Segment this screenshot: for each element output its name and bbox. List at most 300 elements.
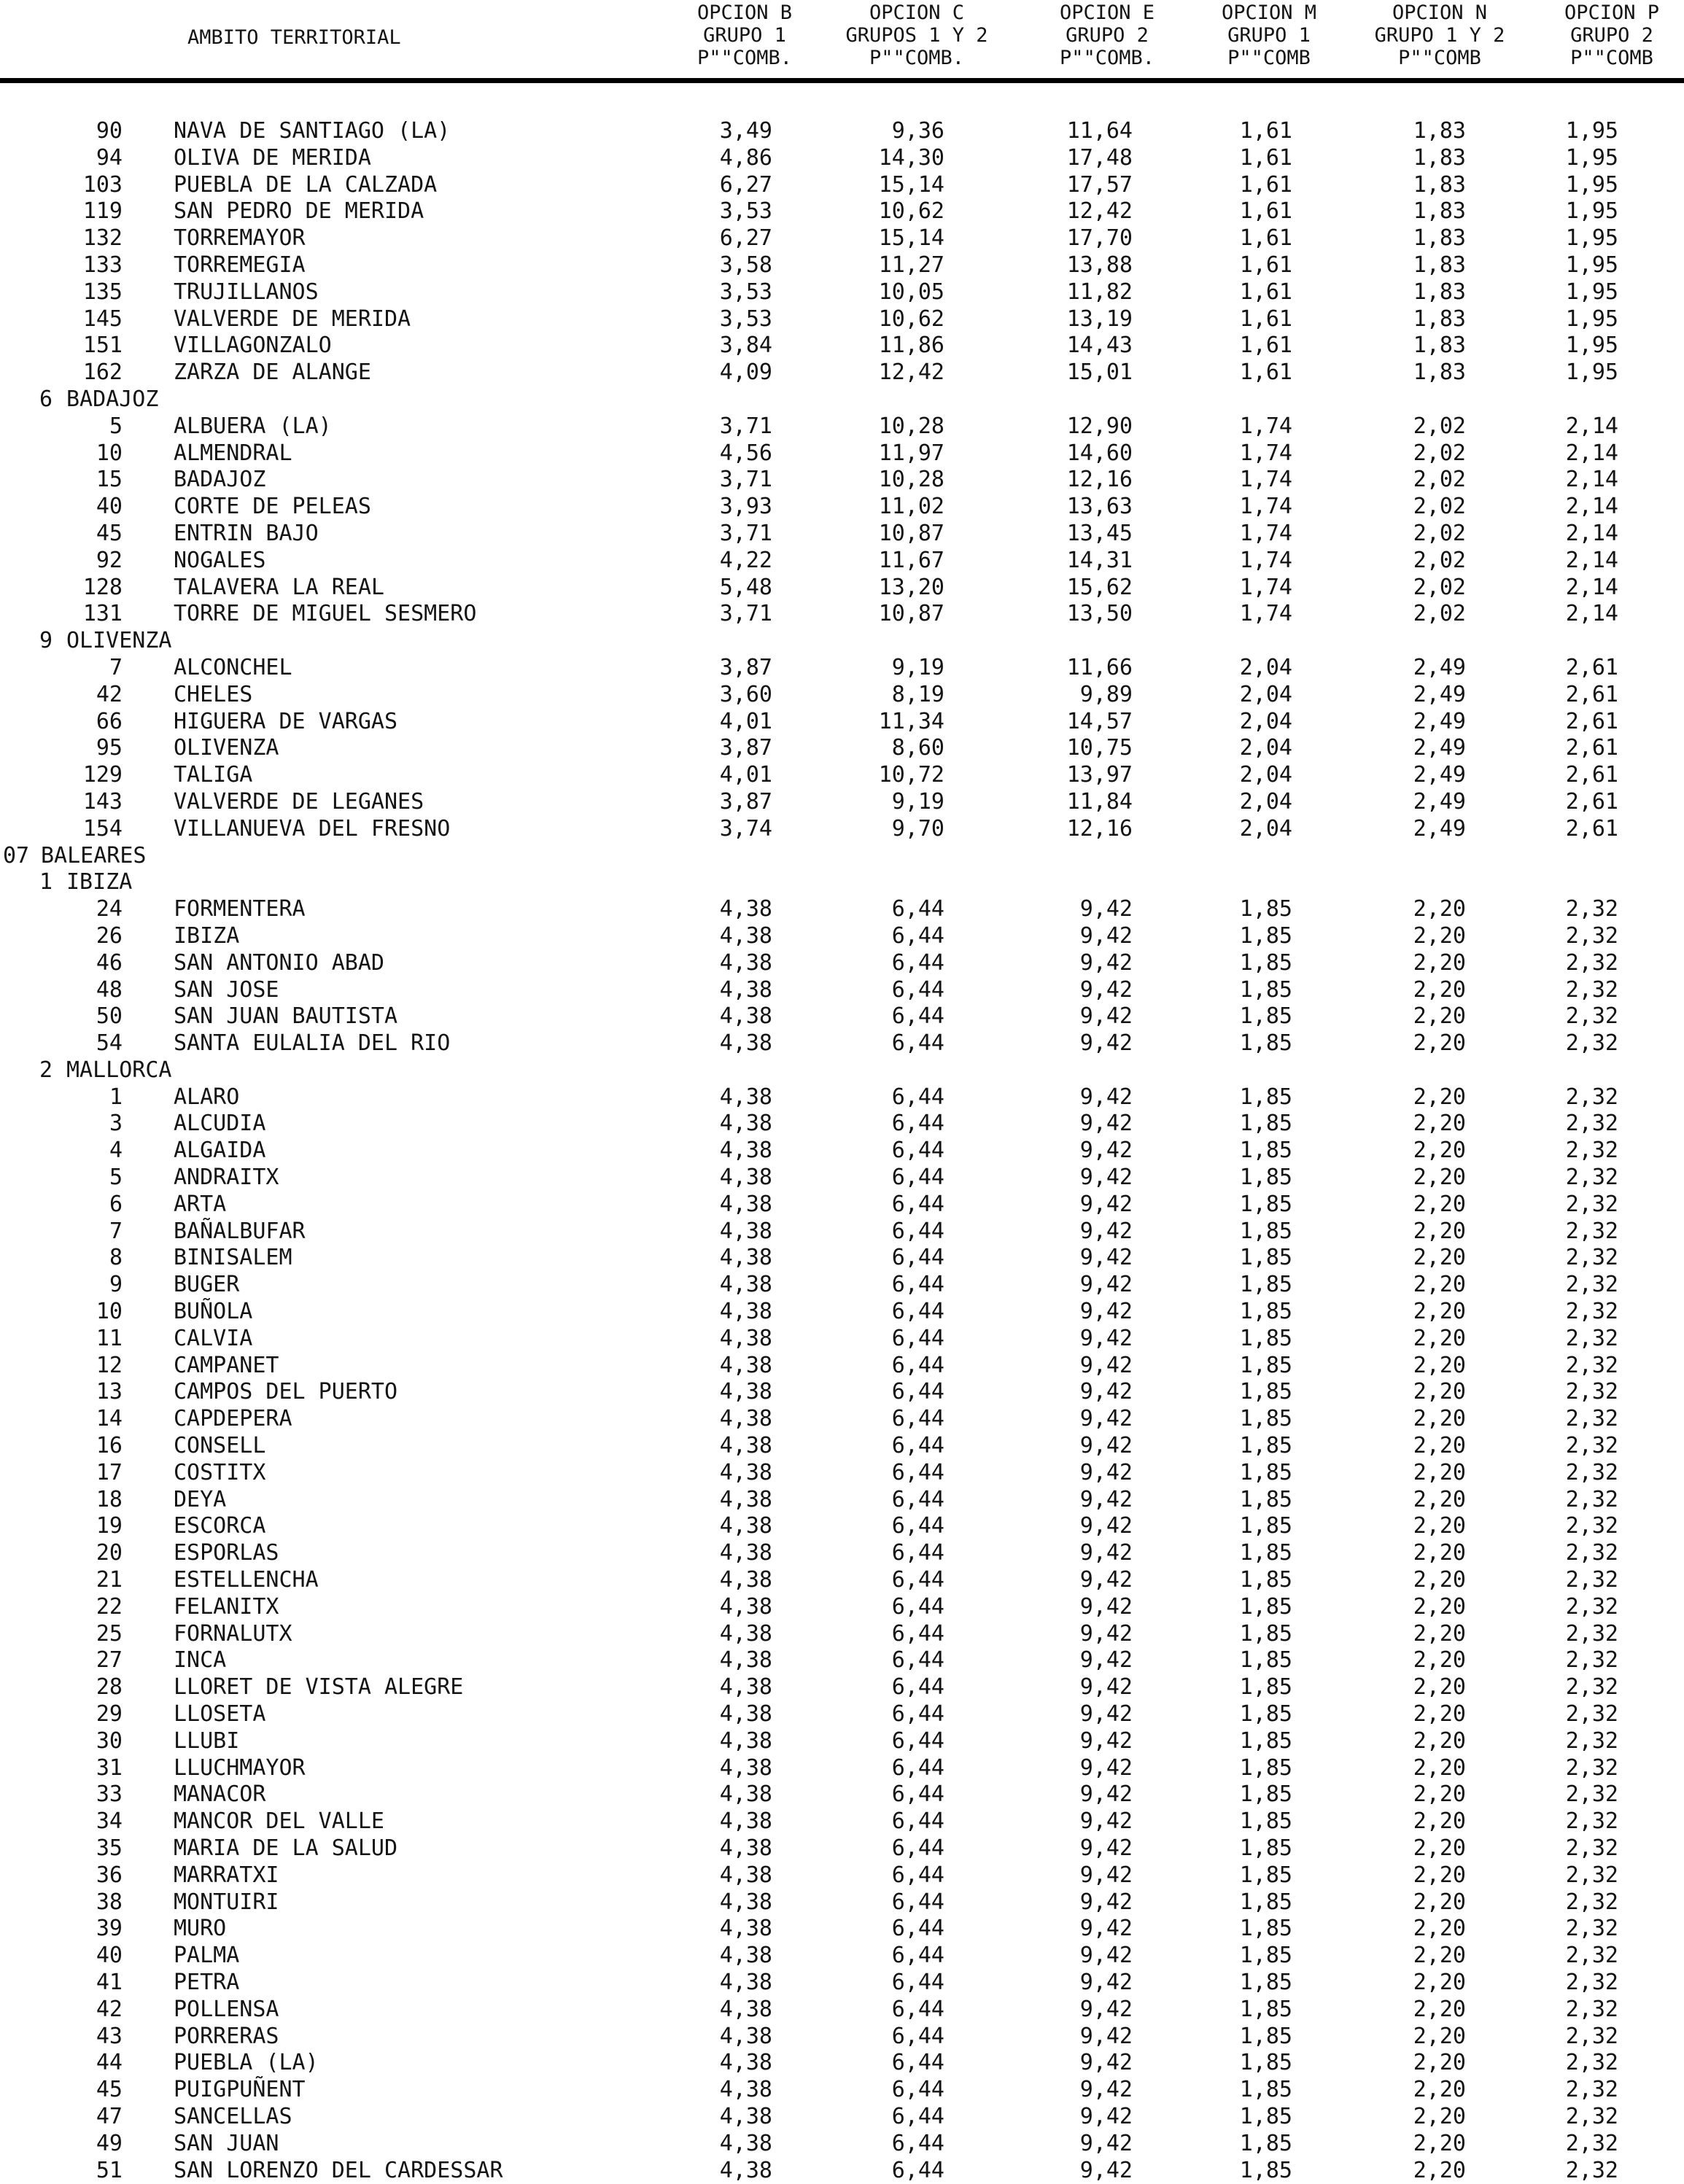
value-cell: 6,44: [891, 1111, 944, 1137]
territory-name: CAPDEPERA: [174, 1406, 292, 1432]
row-number: 25: [96, 1620, 123, 1647]
row-number: 30: [96, 1728, 123, 1754]
value-cell: 4,38: [719, 1459, 772, 1485]
row-number: 38: [96, 1889, 123, 1915]
value-cell: 2,32: [1565, 1916, 1618, 1942]
row-number: 33: [96, 1781, 123, 1808]
territory-name: IBIZA: [66, 869, 133, 895]
territory-name: HIGUERA DE VARGAS: [174, 708, 398, 734]
value-cell: 1,83: [1413, 171, 1466, 198]
column-header-line1: OPCION C: [869, 1, 965, 24]
value-cell: 11,02: [878, 494, 944, 520]
value-cell: 2,49: [1413, 815, 1466, 842]
table-header: [0, 0, 1684, 83]
row-number: 49: [96, 2130, 123, 2156]
table-row: [0, 1326, 1684, 1353]
value-cell: 2,04: [1239, 735, 1292, 761]
row-number: 48: [96, 976, 123, 1003]
value-cell: 1,61: [1239, 333, 1292, 359]
row-number: 35: [96, 1835, 123, 1861]
value-cell: 9,42: [1079, 2050, 1133, 2076]
column-header-line3: P""COMB.: [869, 47, 965, 69]
table-row: [0, 1701, 1684, 1728]
value-cell: 1,85: [1239, 2103, 1292, 2129]
column-header-line1: OPCION M: [1221, 1, 1317, 24]
value-cell: 4,38: [719, 1272, 772, 1298]
territory-name: SANCELLAS: [174, 2103, 292, 2129]
value-cell: 9,19: [891, 654, 944, 680]
row-number: 154: [82, 815, 123, 842]
value-cell: 2,32: [1565, 1781, 1618, 1808]
table-row: [0, 1862, 1684, 1889]
value-cell: 2,20: [1413, 2023, 1466, 2049]
column-header-option: [697, 1, 792, 69]
row-number: 131: [82, 601, 123, 627]
value-cell: 2,20: [1413, 1593, 1466, 1620]
value-cell: 1,85: [1239, 1459, 1292, 1485]
value-cell: 1,61: [1239, 171, 1292, 198]
table-row: [0, 548, 1684, 575]
value-cell: 14,31: [1066, 547, 1133, 573]
value-cell: 11,84: [1066, 788, 1133, 815]
table-row: [0, 950, 1684, 977]
territory-name: SAN PEDRO DE MERIDA: [174, 198, 424, 225]
value-cell: 2,32: [1565, 1754, 1618, 1781]
row-number: 6: [39, 386, 53, 412]
column-header-line1: OPCION N: [1392, 1, 1488, 24]
value-cell: 2,20: [1413, 1433, 1466, 1459]
table-row: [0, 306, 1684, 333]
value-cell: 13,50: [1066, 601, 1133, 627]
value-cell: 1,85: [1239, 1245, 1292, 1271]
value-cell: 2,32: [1565, 1540, 1618, 1566]
column-header-option: [1222, 1, 1316, 69]
value-cell: 2,32: [1565, 1674, 1618, 1701]
value-cell: 1,85: [1239, 1754, 1292, 1781]
value-cell: 2,61: [1565, 735, 1618, 761]
table-row: [0, 1567, 1684, 1594]
territory-name: SAN JOSE: [174, 976, 279, 1003]
row-number: 13: [96, 1379, 123, 1405]
value-cell: 2,20: [1413, 2130, 1466, 2156]
value-cell: 4,38: [719, 1003, 772, 1030]
value-cell: 2,32: [1565, 1728, 1618, 1754]
value-cell: 1,85: [1239, 1111, 1292, 1137]
value-cell: 4,38: [719, 1754, 772, 1781]
value-cell: 4,38: [719, 1862, 772, 1888]
territory-name: ALCUDIA: [174, 1111, 266, 1137]
value-cell: 1,83: [1413, 333, 1466, 359]
value-cell: 3,71: [719, 601, 772, 627]
value-cell: 2,20: [1413, 1486, 1466, 1512]
table-row: [0, 1138, 1684, 1165]
value-cell: 2,32: [1565, 1218, 1618, 1244]
table-row: [0, 1621, 1684, 1648]
value-cell: 6,44: [891, 1433, 944, 1459]
value-cell: 4,38: [719, 1138, 772, 1164]
table-row: [0, 1433, 1684, 1460]
value-cell: 2,20: [1413, 1513, 1466, 1539]
value-cell: 4,38: [719, 1486, 772, 1512]
value-cell: 4,38: [719, 1191, 772, 1217]
value-cell: 10,87: [878, 601, 944, 627]
territory-name: FORNALUTX: [174, 1620, 292, 1647]
value-cell: 9,42: [1079, 922, 1133, 949]
row-number: 5: [109, 413, 123, 439]
value-cell: 2,20: [1413, 2077, 1466, 2103]
value-cell: 8,60: [891, 735, 944, 761]
value-cell: 2,20: [1413, 1728, 1466, 1754]
value-cell: 1,61: [1239, 225, 1292, 252]
column-header-option: [1375, 1, 1505, 69]
value-cell: 9,42: [1079, 2103, 1133, 2129]
value-cell: 2,14: [1565, 494, 1618, 520]
territory-name: MONTUIRI: [174, 1889, 279, 1915]
value-cell: 2,32: [1565, 1701, 1618, 1728]
value-cell: 9,42: [1079, 1647, 1133, 1674]
territory-name: PUIGPUÑENT: [174, 2077, 306, 2103]
table-row: [0, 279, 1684, 306]
value-cell: 2,32: [1565, 1835, 1618, 1861]
column-header-line2: GRUPO 1 Y 2: [1374, 24, 1505, 47]
value-cell: 4,38: [719, 1620, 772, 1647]
value-cell: 10,72: [878, 762, 944, 788]
value-cell: 14,60: [1066, 440, 1133, 466]
value-cell: 6,44: [891, 1513, 944, 1539]
value-cell: 1,85: [1239, 1728, 1292, 1754]
territory-name: SAN JUAN BAUTISTA: [174, 1003, 398, 1030]
table-row: [0, 225, 1684, 252]
territory-name: TALIGA: [174, 762, 253, 788]
value-cell: 4,38: [719, 1943, 772, 1969]
value-cell: 1,83: [1413, 198, 1466, 225]
value-cell: 2,61: [1565, 788, 1618, 815]
value-cell: 9,42: [1079, 1728, 1133, 1754]
value-cell: 1,85: [1239, 1701, 1292, 1728]
value-cell: 4,38: [719, 949, 772, 976]
territory-name: SAN LORENZO DEL CARDESSAR: [174, 2157, 503, 2183]
row-number: 21: [96, 1567, 123, 1593]
value-cell: 9,42: [1079, 1352, 1133, 1378]
territory-name: TALAVERA LA REAL: [174, 574, 384, 600]
value-cell: 2,20: [1413, 1030, 1466, 1057]
table-row: [0, 2077, 1684, 2104]
value-cell: 9,42: [1079, 1433, 1133, 1459]
value-cell: 9,42: [1079, 1406, 1133, 1432]
value-cell: 2,20: [1413, 2050, 1466, 2076]
value-cell: 2,32: [1565, 1943, 1618, 1969]
value-cell: 2,20: [1413, 949, 1466, 976]
row-number: 34: [96, 1808, 123, 1835]
value-cell: 6,44: [891, 1889, 944, 1915]
value-cell: 2,32: [1565, 2023, 1618, 2049]
territory-name: VALVERDE DE LEGANES: [174, 788, 424, 815]
table-row: [0, 1165, 1684, 1192]
value-cell: 9,89: [1079, 681, 1133, 707]
value-cell: 4,38: [719, 1325, 772, 1351]
table-row: [0, 118, 1684, 145]
value-cell: 14,30: [878, 144, 944, 171]
value-cell: 3,53: [719, 306, 772, 332]
value-cell: 13,63: [1066, 494, 1133, 520]
value-cell: 3,49: [719, 118, 772, 144]
table-row: [0, 1674, 1684, 1701]
value-cell: 2,32: [1565, 1030, 1618, 1057]
value-cell: 4,38: [719, 2103, 772, 2129]
value-cell: 4,38: [719, 1406, 772, 1432]
value-cell: 2,20: [1413, 1701, 1466, 1728]
value-cell: 9,42: [1079, 1567, 1133, 1593]
table-row: [0, 1540, 1684, 1567]
row-number: 135: [82, 279, 123, 305]
value-cell: 2,04: [1239, 654, 1292, 680]
value-cell: 15,14: [878, 225, 944, 252]
value-cell: 12,16: [1066, 467, 1133, 493]
value-cell: 4,38: [719, 1030, 772, 1057]
value-cell: 13,45: [1066, 520, 1133, 546]
value-cell: 9,42: [1079, 1379, 1133, 1405]
value-cell: 6,44: [891, 922, 944, 949]
value-cell: 2,02: [1413, 440, 1466, 466]
value-cell: 9,42: [1079, 1969, 1133, 1995]
table-row: [0, 1513, 1684, 1540]
value-cell: 2,20: [1413, 1406, 1466, 1432]
row-number: 129: [82, 762, 123, 788]
value-cell: 6,44: [891, 896, 944, 922]
table-row: [0, 2158, 1684, 2184]
column-header-option: [1564, 1, 1659, 69]
value-cell: 6,44: [891, 1754, 944, 1781]
value-cell: 6,27: [719, 171, 772, 198]
value-cell: 2,61: [1565, 708, 1618, 734]
value-cell: 2,20: [1413, 1808, 1466, 1835]
value-cell: 2,61: [1565, 815, 1618, 842]
table-row: [0, 1219, 1684, 1245]
value-cell: 2,20: [1413, 1084, 1466, 1110]
value-cell: 1,61: [1239, 306, 1292, 332]
value-cell: 3,53: [719, 279, 772, 305]
value-cell: 6,44: [891, 976, 944, 1003]
value-cell: 2,32: [1565, 1459, 1618, 1485]
value-cell: 4,38: [719, 2023, 772, 2049]
value-cell: 2,32: [1565, 1299, 1618, 1325]
value-cell: 6,44: [891, 1165, 944, 1191]
value-cell: 2,20: [1413, 1299, 1466, 1325]
value-cell: 2,49: [1413, 788, 1466, 815]
value-cell: 9,42: [1079, 1808, 1133, 1835]
value-cell: 9,42: [1079, 1138, 1133, 1164]
table-row: [0, 1299, 1684, 1326]
value-cell: 11,67: [878, 547, 944, 573]
value-cell: 9,42: [1079, 896, 1133, 922]
value-cell: 10,62: [878, 306, 944, 332]
value-cell: 6,44: [891, 1218, 944, 1244]
table-row: [0, 1379, 1684, 1406]
value-cell: 2,61: [1565, 762, 1618, 788]
value-cell: 1,61: [1239, 360, 1292, 386]
value-cell: 9,42: [1079, 1620, 1133, 1647]
value-cell: 2,14: [1565, 574, 1618, 600]
column-header-line3: P""COMB: [1227, 47, 1311, 69]
value-cell: 6,44: [891, 2157, 944, 2183]
territory-name: MANCOR DEL VALLE: [174, 1808, 384, 1835]
value-cell: 2,32: [1565, 1352, 1618, 1378]
row-number: 15: [96, 467, 123, 493]
territory-name: LLUCHMAYOR: [174, 1754, 306, 1781]
territory-name: OLIVENZA: [66, 628, 172, 654]
row-number: 151: [82, 333, 123, 359]
column-header-option: [1060, 1, 1155, 69]
table-row: [0, 709, 1684, 736]
value-cell: 1,85: [1239, 2050, 1292, 2076]
value-cell: 6,44: [891, 1245, 944, 1271]
value-cell: 4,38: [719, 1728, 772, 1754]
table-row: [0, 198, 1684, 225]
territory-name: DEYA: [174, 1486, 227, 1512]
value-cell: 2,49: [1413, 708, 1466, 734]
value-cell: 2,20: [1413, 1862, 1466, 1888]
value-cell: 1,85: [1239, 1513, 1292, 1539]
table-row: [0, 494, 1684, 521]
row-number: 28: [96, 1674, 123, 1701]
value-cell: 4,01: [719, 708, 772, 734]
value-cell: 6,44: [891, 1567, 944, 1593]
value-cell: 3,74: [719, 815, 772, 842]
value-cell: 1,83: [1413, 225, 1466, 252]
value-cell: 10,62: [878, 198, 944, 225]
value-cell: 2,02: [1413, 413, 1466, 439]
table-row: [0, 1272, 1684, 1299]
value-cell: 2,14: [1565, 601, 1618, 627]
value-cell: 12,90: [1066, 413, 1133, 439]
column-header-line1: OPCION P: [1564, 1, 1660, 24]
value-cell: 2,20: [1413, 1352, 1466, 1378]
value-cell: 11,82: [1066, 279, 1133, 305]
value-cell: 2,32: [1565, 976, 1618, 1003]
value-cell: 6,44: [891, 1459, 944, 1485]
table-row: [0, 333, 1684, 360]
row-number: 5: [109, 1165, 123, 1191]
territory-name: OLIVENZA: [174, 735, 279, 761]
table-row: [0, 977, 1684, 1004]
value-cell: 6,44: [891, 1781, 944, 1808]
value-cell: 10,75: [1066, 735, 1133, 761]
value-cell: 1,95: [1565, 252, 1618, 278]
value-cell: 1,83: [1413, 252, 1466, 278]
value-cell: 9,42: [1079, 1781, 1133, 1808]
value-cell: 1,85: [1239, 1540, 1292, 1566]
value-cell: 1,61: [1239, 252, 1292, 278]
row-number: 22: [96, 1593, 123, 1620]
value-cell: 9,42: [1079, 1916, 1133, 1942]
value-cell: 9,42: [1079, 1299, 1133, 1325]
row-number: 17: [96, 1459, 123, 1485]
territory-name: PORRERAS: [174, 2023, 279, 2049]
value-cell: 17,48: [1066, 144, 1133, 171]
value-cell: 2,32: [1565, 949, 1618, 976]
territory-name: ZARZA DE ALANGE: [174, 360, 371, 386]
value-cell: 1,85: [1239, 1406, 1292, 1432]
column-header-line2: GRUPOS 1 Y 2: [845, 24, 988, 47]
value-cell: 2,20: [1413, 2157, 1466, 2183]
value-cell: 13,97: [1066, 762, 1133, 788]
value-cell: 3,87: [719, 735, 772, 761]
value-cell: 1,74: [1239, 547, 1292, 573]
value-cell: 1,85: [1239, 1593, 1292, 1620]
table-row: [0, 1460, 1684, 1487]
value-cell: 13,20: [878, 574, 944, 600]
value-cell: 6,44: [891, 1486, 944, 1512]
value-cell: 2,32: [1565, 2103, 1618, 2129]
value-cell: 9,42: [1079, 1889, 1133, 1915]
value-cell: 2,32: [1565, 896, 1618, 922]
value-cell: 2,20: [1413, 1138, 1466, 1164]
territory-name: VALVERDE DE MERIDA: [174, 306, 411, 332]
territory-name: BINISALEM: [174, 1245, 292, 1271]
value-cell: 12,16: [1066, 815, 1133, 842]
value-cell: 6,44: [891, 2103, 944, 2129]
value-cell: 11,27: [878, 252, 944, 278]
value-cell: 2,20: [1413, 1165, 1466, 1191]
column-header-line1: OPCION B: [697, 1, 793, 24]
territory-name: NAVA DE SANTIAGO (LA): [174, 118, 451, 144]
row-number: 50: [96, 1003, 123, 1030]
value-cell: 4,38: [719, 1781, 772, 1808]
value-cell: 1,85: [1239, 949, 1292, 976]
column-header-line3: P""COMB.: [697, 47, 793, 69]
territory-name: TORREMAYOR: [174, 225, 306, 252]
value-cell: 6,44: [891, 1647, 944, 1674]
value-cell: 2,32: [1565, 1889, 1618, 1915]
value-cell: 9,42: [1079, 1593, 1133, 1620]
row-number: 143: [82, 788, 123, 815]
value-cell: 1,74: [1239, 520, 1292, 546]
table-row: [0, 467, 1684, 494]
value-cell: 1,85: [1239, 1943, 1292, 1969]
value-cell: 2,49: [1413, 735, 1466, 761]
value-cell: 1,85: [1239, 1165, 1292, 1191]
row-number: 162: [82, 360, 123, 386]
table-row: [0, 655, 1684, 682]
row-number: 94: [96, 144, 123, 171]
territory-name: INCA: [174, 1647, 227, 1674]
value-cell: 2,02: [1413, 520, 1466, 546]
value-cell: 1,95: [1565, 360, 1618, 386]
value-cell: 9,42: [1079, 1165, 1133, 1191]
table-row: [0, 1245, 1684, 1272]
row-number: 54: [96, 1030, 123, 1057]
row-number: 2: [39, 1057, 53, 1083]
value-cell: 1,85: [1239, 1862, 1292, 1888]
value-cell: 9,42: [1079, 1835, 1133, 1861]
territory-name: ESTELLENCHA: [174, 1567, 319, 1593]
table-row: [0, 1781, 1684, 1808]
table-row: [0, 816, 1684, 843]
value-cell: 2,04: [1239, 762, 1292, 788]
row-number: 31: [96, 1754, 123, 1781]
value-cell: 2,32: [1565, 1003, 1618, 1030]
territory-name: SAN ANTONIO ABAD: [174, 949, 384, 976]
territory-name: CHELES: [174, 681, 253, 707]
row-number: 20: [96, 1540, 123, 1566]
territory-name: ARTA: [174, 1191, 227, 1217]
table-row: [0, 440, 1684, 467]
table-row: [0, 1728, 1684, 1755]
value-cell: 2,20: [1413, 1459, 1466, 1485]
value-cell: 1,85: [1239, 2023, 1292, 2049]
value-cell: 1,85: [1239, 1916, 1292, 1942]
territory-name: VILLANUEVA DEL FRESNO: [174, 815, 451, 842]
